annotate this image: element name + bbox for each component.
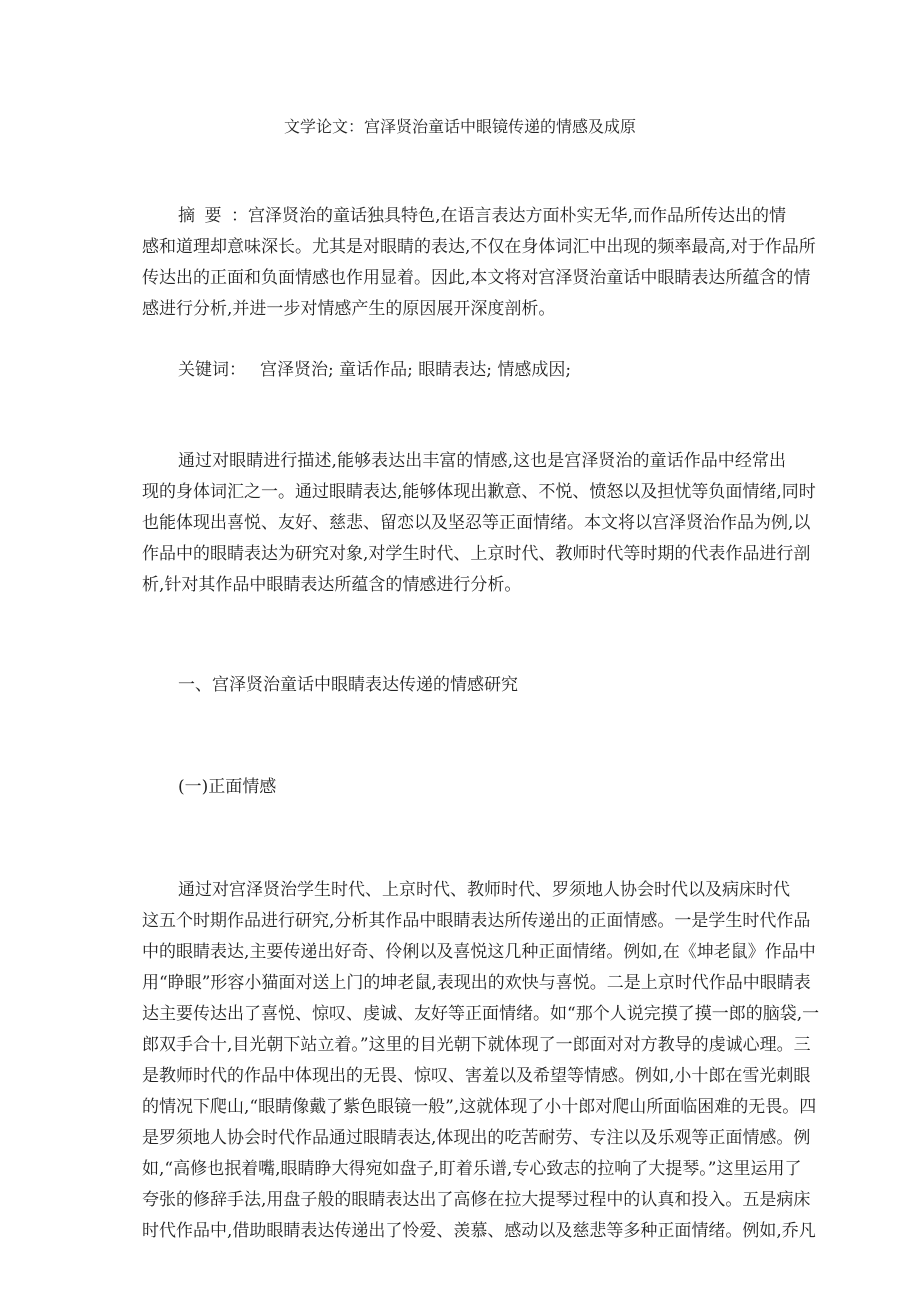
subsection-heading: (一)正面情感: [178, 777, 277, 797]
body-line: 中的眼睛表达,主要传递出好奇、伶俐以及喜悦这几种正面情绪。例如,在《坤老鼠》作品中: [142, 942, 816, 962]
body-paragraph: [142, 875, 820, 1247]
body-line: 是罗须地人协会时代作品通过眼睛表达,体现出的吃苦耐劳、专注以及乐观等正面情感。例: [142, 1128, 811, 1148]
keywords-label: 关键词：: [178, 360, 246, 380]
body-line: 用“睁眼”形容小猫面对送上门的坤老鼠,表现出的欢快与喜悦。二是上京时代作品中眼睛表: [142, 973, 811, 993]
abstract-line: 传达出的正面和负面情感也作用显着。因此,本文将对宫泽贤治童话中眼睛表达所蕴含的情: [142, 268, 811, 288]
intro-line: 也能体现出喜悦、友好、慈悲、留恋以及坚忍等正面情绪。本文将以宫泽贤治作品为例,以: [142, 513, 811, 533]
abstract-line: 感进行分析,并进一步对情感产生的原因展开深度剖析。: [142, 299, 556, 319]
body-line: 的情况下爬山,“眼睛像戴了紫色眼镜一般”,这就体现了小十郎对爬山所面临困难的无畏。四: [142, 1097, 817, 1117]
abstract-line: 摘要：宫泽贤治的童话独具特色,在语言表达方面朴实无华,而作品所传达出的情: [142, 201, 786, 232]
body-line: 通过对宫泽贤治学生时代、上京时代、教师时代、罗须地人协会时代以及病床时代: [178, 880, 790, 900]
document-title: 文学论文：宫泽贤治童话中眼镜传递的情感及成原: [283, 117, 636, 136]
body-line: 郎双手合十,目光朝下站立着。”这里的目光朝下就体现了一郎面对对方教导的虔诚心理。三: [142, 1035, 811, 1055]
body-line: 是教师时代的作品中体现出的无畏、惊叹、害羞以及希望等情感。例如,小十郎在雪光刺眼: [142, 1066, 811, 1086]
intro-line: 析,针对其作品中眼睛表达所蕴含的情感进行分析。: [142, 575, 522, 595]
intro-line: 通过对眼睛进行描述,能够表达出丰富的情感,这也是宫泽贤治的童话作品中经常出: [178, 451, 786, 471]
keywords-value: 宫泽贤治; 童话作品; 眼睛表达; 情感成因;: [260, 360, 572, 380]
body-line: 达主要传达出了喜悦、惊叹、虔诚、友好等正面情绪。如“那个人说完摸了摸一郎的脑袋,一: [142, 1004, 820, 1024]
intro-paragraph: [142, 446, 816, 601]
body-line: 这五个时期作品进行研究,分析其作品中眼睛表达所传递出的正面情感。一是学生时代作品: [142, 911, 811, 931]
abstract: [142, 201, 816, 325]
section-heading: 一、宫泽贤治童话中眼睛表达传递的情感研究: [178, 675, 518, 695]
keywords: [142, 355, 786, 386]
body-line: 时代作品中,借助眼睛表达传递出了怜爱、羡慕、感动以及慈悲等多种正面情绪。例如,乔凡: [142, 1221, 816, 1241]
body-line: 如,“高修也抿着嘴,眼睛睁大得宛如盘子,盯着乐谱,专心致志的拉响了大提琴。”这里运用了: [142, 1159, 802, 1179]
abstract-label: 摘要：: [178, 206, 248, 226]
intro-line: 现的身体词汇之一。通过眼睛表达,能够体现出歉意、不悦、愤怒以及担忧等负面情绪,同时: [142, 482, 816, 502]
intro-line: 作品中的眼睛表达为研究对象,对学生时代、上京时代、教师时代等时期的代表作品进行剖: [142, 544, 811, 564]
body-line: 夸张的修辞手法,用盘子般的眼睛表达出了高修在拉大提琴过程中的认真和投入。五是病床: [142, 1190, 811, 1210]
abstract-line: 感和道理却意味深长。尤其是对眼睛的表达,不仅在身体词汇中出现的频率最高,对于作品所: [142, 237, 816, 257]
